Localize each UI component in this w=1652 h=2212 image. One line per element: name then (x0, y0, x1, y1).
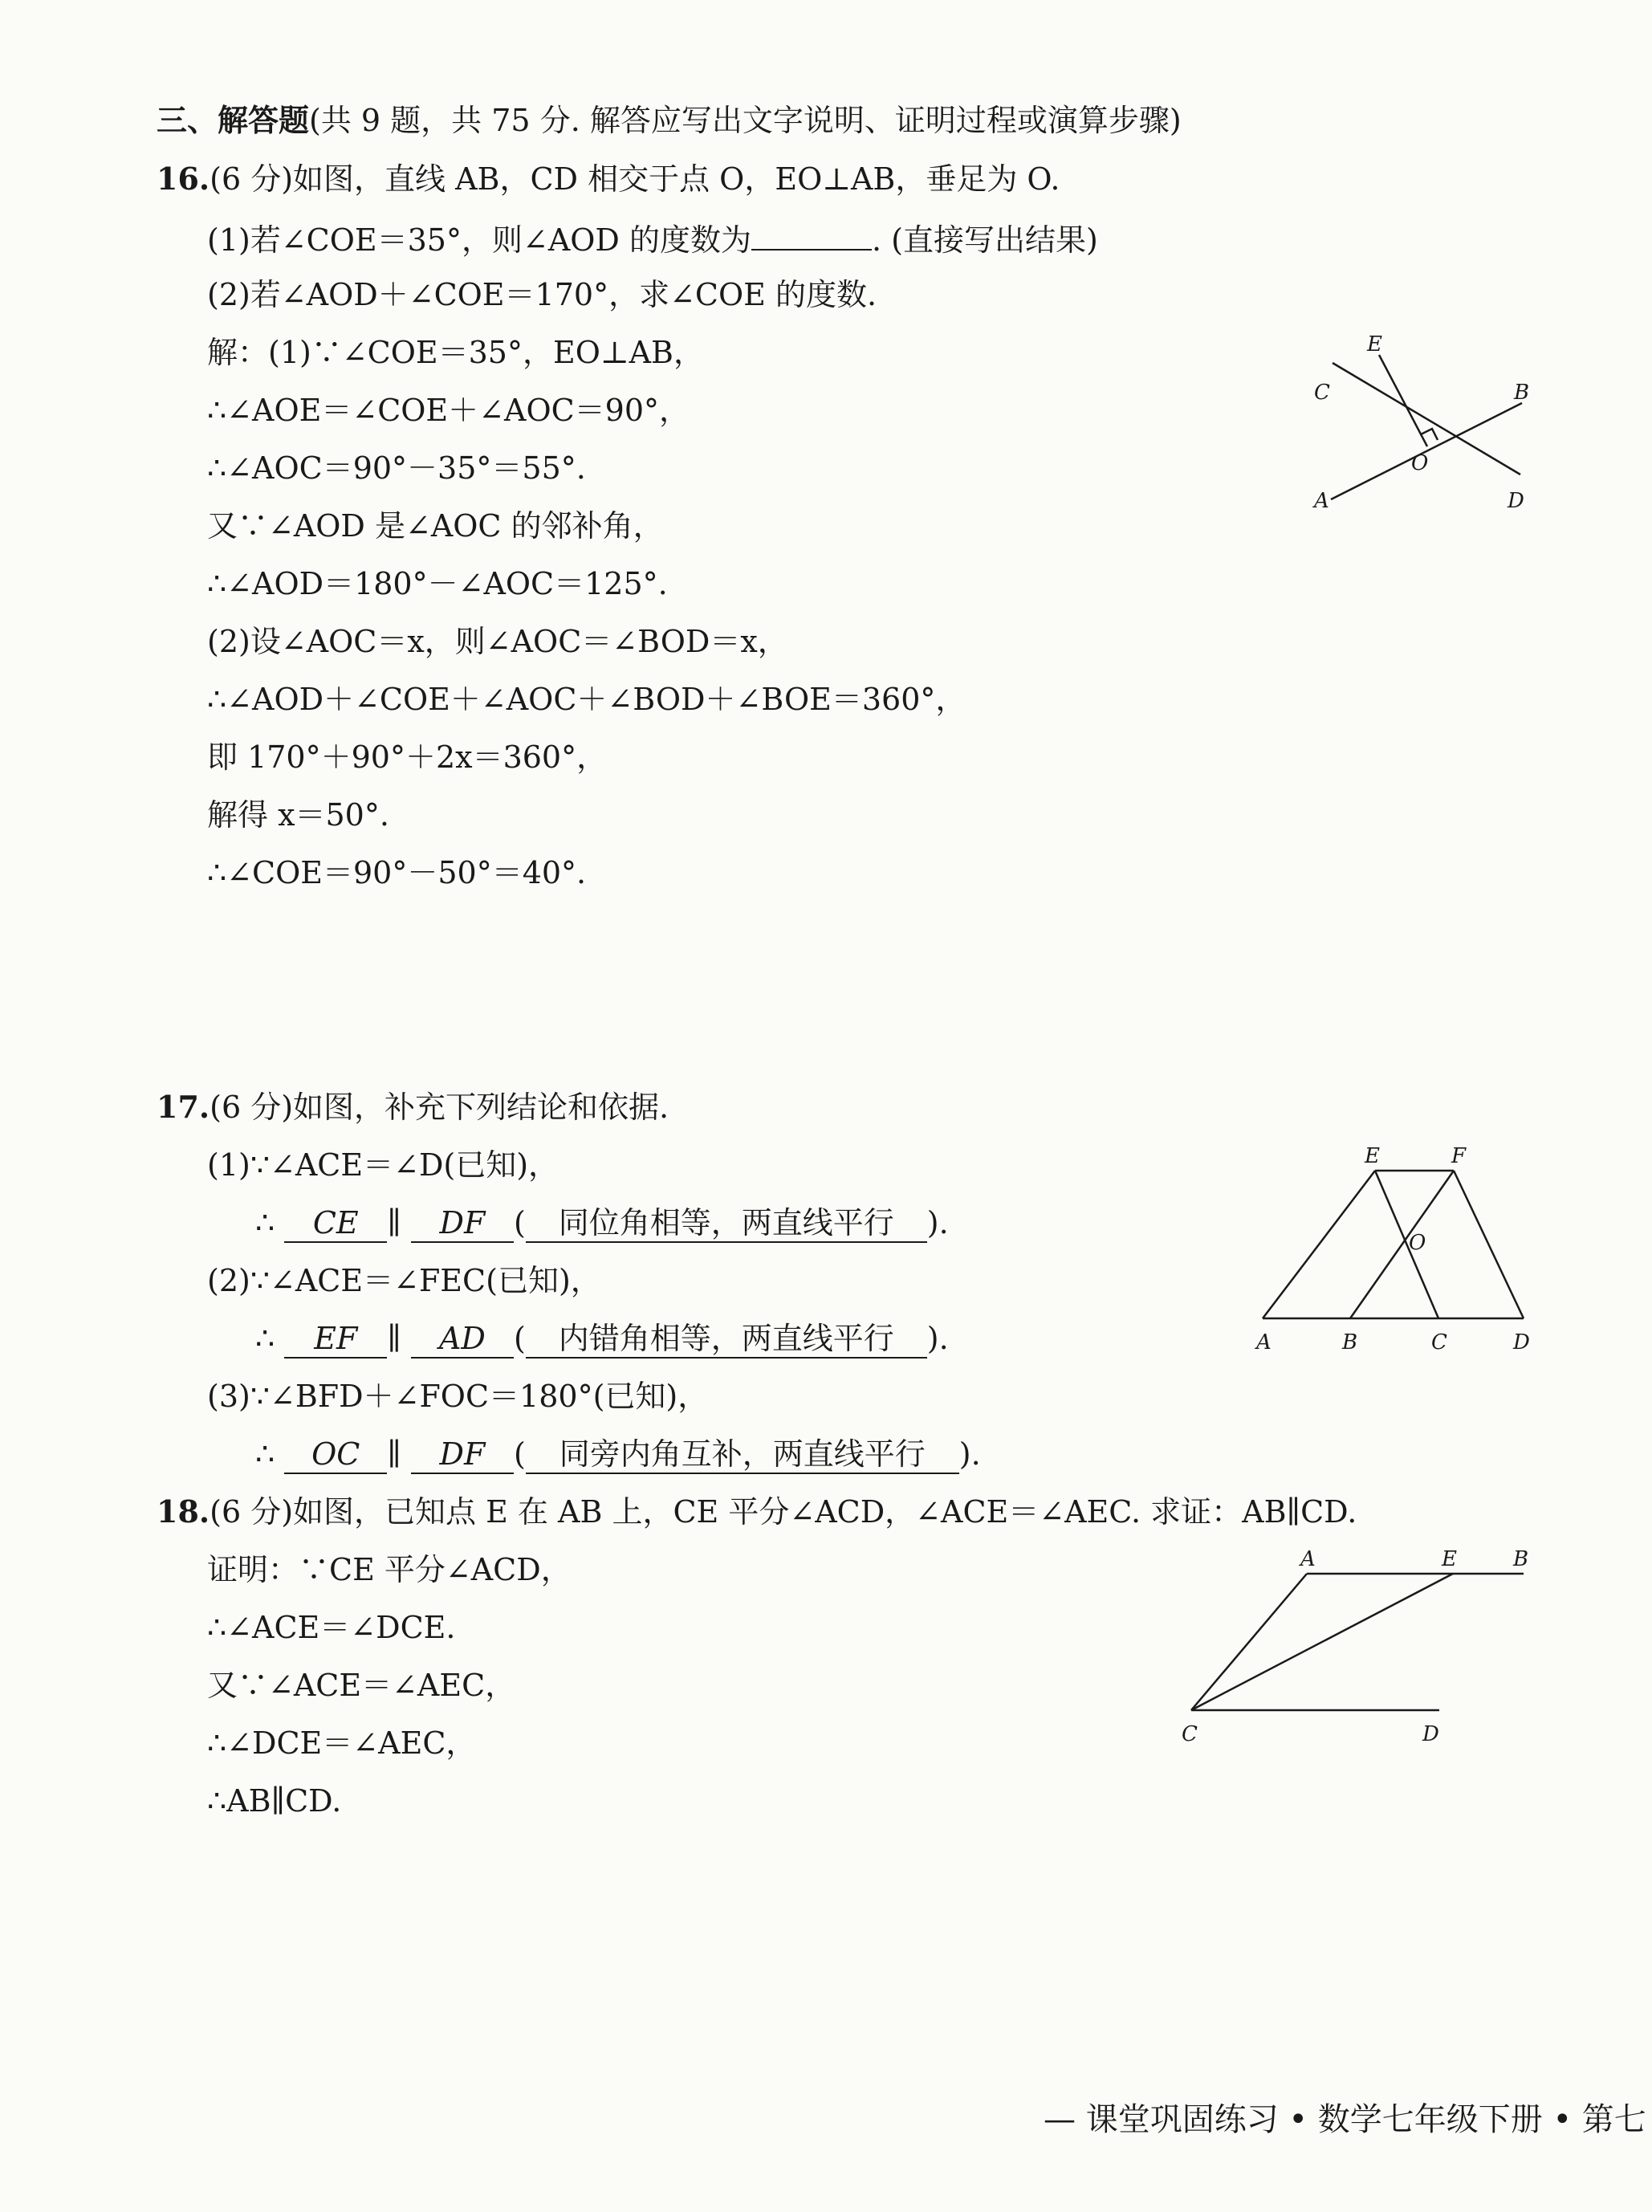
label-o: O (1411, 451, 1429, 475)
q18-proof-line: ∴AB∥CD. (207, 1783, 342, 1819)
q17-number: 17. (157, 1089, 210, 1125)
q18-proof-line: ∴∠DCE＝∠AEC， (207, 1725, 477, 1761)
label-d: D (1508, 489, 1524, 513)
label-e: E (1367, 332, 1382, 356)
parallel-symbol: ∥ (387, 1205, 401, 1240)
label-a: A (1314, 489, 1329, 513)
segment-ce (1191, 1574, 1453, 1710)
q16-part1-tail: . (直接写出结果) (871, 222, 1098, 258)
q16-solution-line: 解：(1)∵∠COE＝35°，EO⊥AB， (207, 335, 704, 370)
therefore-symbol: ∴ (255, 1436, 275, 1472)
q16-solution-line: ∴∠AOE＝∠COE＋∠AOC＝90°， (207, 393, 690, 428)
label-b: B (1342, 1330, 1358, 1354)
close-paren: ). (926, 1205, 949, 1240)
q16-part2: (2)若∠AOD＋∠COE＝170°，求∠COE 的度数. (207, 277, 877, 312)
close-paren: ). (958, 1436, 981, 1472)
label-a: A (1256, 1330, 1272, 1354)
answer-line-1: EF (284, 1320, 387, 1359)
label-c: C (1182, 1722, 1198, 1746)
segment-ca (1191, 1574, 1307, 1710)
answer-line-1: CE (284, 1204, 387, 1243)
answer-line-2: DF (411, 1436, 514, 1474)
label-c: C (1314, 381, 1330, 405)
section-title: 三、解答题 (157, 102, 310, 138)
label-d: D (1513, 1330, 1530, 1354)
q16-solution-line: ∴∠COE＝90°－50°＝40°. (207, 855, 587, 890)
q16-solution-line: ∴∠AOD＝180°－∠AOC＝125°. (207, 566, 668, 601)
q18-proof-line: ∴∠ACE＝∠DCE. (207, 1610, 456, 1645)
answer-line-2: DF (411, 1204, 514, 1243)
label-f: F (1451, 1144, 1467, 1168)
answer-line-2: AD (411, 1320, 514, 1359)
open-paren: ( (513, 1436, 526, 1472)
parallel-symbol: ∥ (387, 1436, 401, 1472)
q18-proof-line: 又∵∠ACE＝∠AEC， (207, 1668, 516, 1703)
label-e: E (1442, 1547, 1457, 1571)
reason-answer: 同位角相等，两直线平行 (526, 1204, 927, 1243)
page-footer: — 课堂巩固练习 • 数学七年级下册 • 第七 (1044, 2101, 1646, 2138)
label-a: A (1300, 1547, 1316, 1571)
q16-solution-line: 又∵∠AOD 是∠AOC 的邻补角， (207, 508, 664, 544)
q16-solution-line: 即 170°＋90°＋2x＝360°， (207, 739, 608, 775)
label-d: D (1422, 1722, 1439, 1746)
open-paren: ( (513, 1205, 526, 1240)
q18-proof-line: 证明：∵CE 平分∠ACD， (207, 1552, 572, 1587)
q17-part3: (3)∵∠BFD＋∠FOC＝180°(已知)， (207, 1379, 709, 1414)
q16-solution-line: (2)设∠AOC＝x，则∠AOC＝∠BOD＝x， (207, 624, 788, 659)
parallel-symbol: ∥ (387, 1321, 401, 1356)
answer-line-1: OC (284, 1436, 387, 1474)
section-note: (共 9 题，共 75 分. 解答应写出文字说明、证明过程或演算步骤) (309, 103, 1182, 138)
open-paren: ( (513, 1321, 526, 1356)
q17-stem-text: (6 分)如图，补充下列结论和依据. (210, 1090, 669, 1125)
therefore-symbol: ∴ (255, 1321, 275, 1356)
q16-solution-line: ∴∠AOC＝90°－35°＝55°. (207, 450, 586, 486)
close-paren: ). (926, 1321, 949, 1356)
q17-part1: (1)∵∠ACE＝∠D(已知)， (207, 1147, 559, 1183)
q16-stem-text: (6 分)如图，直线 AB，CD 相交于点 O，EO⊥AB，垂足为 O. (210, 161, 1060, 197)
therefore-symbol: ∴ (255, 1205, 275, 1240)
q18-number: 18. (157, 1493, 210, 1530)
q16-number: 16. (157, 161, 210, 197)
label-o: O (1409, 1231, 1426, 1255)
label-b: B (1513, 1547, 1529, 1571)
reason-answer: 内错角相等，两直线平行 (526, 1320, 927, 1359)
q16-solution-line: ∴∠AOD＋∠COE＋∠AOC＋∠BOD＋∠BOE＝360°， (207, 682, 966, 717)
q17-part2: (2)∵∠ACE＝∠FEC(已知)， (207, 1263, 601, 1298)
q16-part1-text: (1)若∠COE＝35°，则∠AOD 的度数为 (207, 222, 751, 258)
label-e: E (1365, 1144, 1380, 1168)
label-c: C (1431, 1330, 1447, 1354)
reason-answer: 同旁内角互补，两直线平行 (526, 1436, 959, 1474)
q18-stem-text: (6 分)如图，已知点 E 在 AB 上，CE 平分∠ACD，∠ACE＝∠AEC. 求证：AB∥CD. (210, 1494, 1357, 1530)
q16-solution-line: 解得 x＝50°. (207, 797, 389, 833)
label-b: B (1514, 381, 1530, 405)
